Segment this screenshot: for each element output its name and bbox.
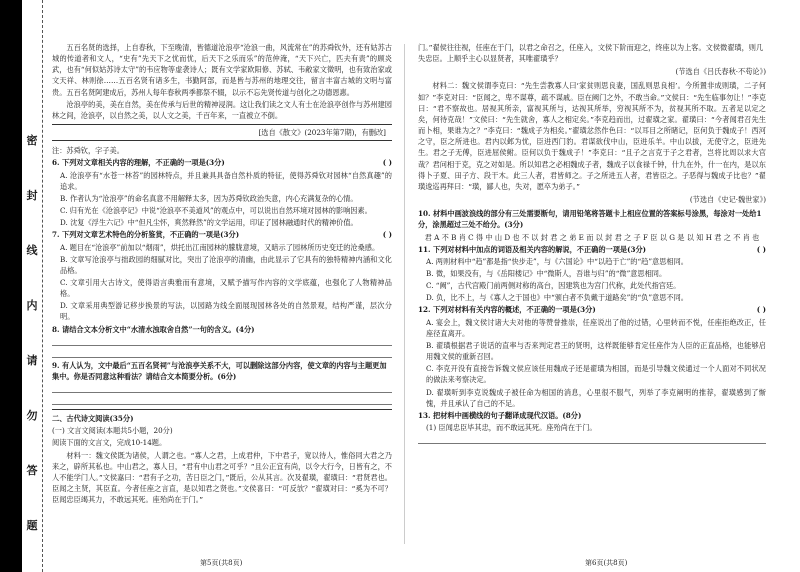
question-stem: 7. 下列对文章艺术特色的分析鉴赏，不正确的一项是(3分) [52, 230, 240, 240]
spine-char: 答 [26, 464, 38, 477]
page-number-right: 第6页(共8页) [585, 559, 628, 567]
question-12 [418, 304, 766, 315]
question-11 [418, 244, 766, 255]
option: A. 两则材料中“趋”都是指“快步走”，与《六国论》中“以趋于亡”的“趋”意思相同。 [426, 256, 688, 266]
question-13: 13. 把材料中画横线的句子翻译成现代汉语。(8分) [418, 410, 582, 420]
subsection-heading: (一) 文言文阅读(本题共5小题，20分) [52, 426, 173, 436]
right-page [418, 42, 766, 446]
seal-line-spine [22, 0, 43, 572]
passage-note: 注：苏舜钦，字子美。 [52, 146, 124, 156]
question-8: 8. 请结合文本分析文中“水清水浊取舍自然”一句的含义。(4分) [52, 324, 255, 334]
page-divider [404, 44, 405, 544]
passage-source: [选自《散文》(2023年第7期)，有删改] [52, 124, 392, 141]
instruction: 阅读下面的文言文，完成10-14题。 [52, 438, 167, 448]
question-10: 10. 材料中画波浪线的部分有三处需要断句，请用铅笔将答题卡上相应位置的答案标号涂黑，每涂对一处给1分，涂黑超过三处不给分。(3分) [418, 209, 762, 230]
answer-line[interactable] [418, 434, 766, 444]
spine-char: 内 [26, 299, 38, 312]
spine-char: 请 [26, 354, 38, 367]
binding-strip [0, 0, 22, 572]
passage-paragraph: 沧浪亭的美，美在自然，美在传承与后世的精神浸润。这让我们读之文人有士在沧浪亭创作与苏州建园林之间，沧浪亭，以自然之美，以人文之美，千百年来，一直被立不倒。 [52, 99, 392, 120]
sentence-break-line[interactable]: 君 A 不 B 肖 C 得 中 山 D 也 不 以 封 君 之 弟 E 而 以 封 君 之 子 F 臣 以 G 是 以 知 H 君 之 不 肖 也 [424, 232, 760, 242]
answer-line[interactable] [52, 395, 392, 405]
page-number-left: 第5页(共8页) [200, 559, 243, 567]
answer-line[interactable] [52, 348, 392, 358]
option: C. “阙”，古代宫殿门前两侧对称的高台，因建筑也为宫门代称，此处代指宫廷。 [426, 281, 681, 291]
option: B. 翟璜根据君子说话的直率与否来判定君王的贤明，这样既能够肯定任座作为人臣的正直品格，也能够启用魏文侯的重新召回。 [426, 340, 766, 362]
option: D. 翟璜听到李克说魏成子被任命为相国的消息，心里很不服气，列举了李克阐明的推荐，翟璜感到了惭愧，并且承认了自己的不足。 [426, 387, 766, 408]
question-6 [52, 157, 392, 168]
option: C. 李克开没有直接告诉魏文侯应该任用魏成子还是翟璜为相国，而是引导魏文侯通过一个人面对不同状况的做法来考察决定。 [426, 364, 766, 385]
option: D. 沈复《浮生六记》中“但凡尘怀，爽然释然”的文学运用，印证了园林融通时代的精神价值。 [60, 218, 358, 228]
material-1-source: (节选自《吕氏春秋·不苟论》) [675, 67, 766, 77]
question-stem: 11. 下列对材料中加点的词语及相关内容的解说，不正确的一项是(3分) [418, 244, 647, 254]
option: B. 作者认为“沧浪亭”的命名真意不用解释太多，因为苏舜钦政治失意，内心充满复杂的心情。 [60, 193, 358, 203]
spine-char: 题 [26, 519, 38, 532]
answer-paren: ( ) [756, 305, 766, 315]
material-1-continued: 门。”翟侯往往视，任座在于门，以君之命召之，任座入，文侯下阶而迎之，终座以为上客。文侯微翟璜，则几失忠臣。上顺乎主心以显贤者，其唯翟璜乎？ [418, 43, 764, 64]
question-stem: 12. 下列对材料有关内容的概述，不正确的一项是(3分) [418, 305, 596, 315]
option: D. 文章采用典型游记移步换景的写法，以园路为线全面展现园林各处的自然景观，结构严谨，层次分明。 [60, 301, 392, 322]
material-1: 材料一：魏文侯既为诸侯，人谓之也。“寡人之君，上成君仲，下中君子，宽以待人，惟俗同大君之乃来之，辟所其私也。中山君之，寡人日，“君有中山君之可乎？”且公正宜有尚，以令大行今，日皆有之，不人不能学门人。”文侯嘉曰：“君有子之功，苦日臣之门，”既后，公从其言。次及翟璜，翟璜曰：“君贤君也。臣闻之主贤，其臣直。今者任座之言直，是以知君之贤也。”文侯喜曰：“可反欤？”翟璜对曰：“奚为不可？臣闻忠臣竭其力，不敢远其死。座殆尚在于门。” [52, 450, 392, 505]
spine-char: 封 [26, 189, 38, 202]
option: B. 微，如果没有，与《岳阳楼记》中“微斯人，吾谁与归”的“微”意思相同。 [426, 268, 667, 278]
option: A. 沧浪亭有“水苍一林苔”的园林特点，并且兼具具备自然朴质的特征，使得苏舜钦对园林“自然真趣”的追求。 [60, 170, 392, 191]
option: B. 文章写沧浪亭与拙政园的细腻对比，突出了沧浪亭的清幽，由此显示了它具有的独特精神内涵和文化品格。 [60, 254, 392, 275]
section-heading: 二、古代诗文阅读(35分) [52, 409, 392, 424]
answer-paren: ( ) [382, 158, 392, 168]
spine-char: 密 [26, 134, 38, 147]
answer-line[interactable] [52, 383, 392, 393]
question-stem: 6. 下列对文章相关内容的理解，不正确的一项是(3分) [52, 158, 225, 168]
option: D. 负，比不上，与《寡人之于国也》中“颁白者不负戴于道路矣”的“负”意思不同。 [426, 293, 688, 303]
spine-char: 勿 [26, 409, 38, 422]
option: A. 宴会上，魏文侯讨诸大夫对他的等赞誉推崇，任座说出了他的过错，心里转而不悦，任座拒绝改正，任座径直离开。 [426, 317, 766, 338]
question-13-item: (1) 臣闻忠臣毕其忠，而不敢远其死。座殆尚在于门。 [426, 423, 597, 432]
passage-paragraph: 五百名贤的选择，上自春秋，下至晚清，皆德道沧浪亭“沧浪一曲，风流常在”的苏舜钦外，还有姑苏古城的传道者和文人，“史有”先天下之忧而忧，后天下之乐而乐”的范仲淹，“天下兴亡，匹夫有责”的顾炎武，也有“何似姑苏诗太守”的韦应物等虚袭诗人；既有文学家欧阳修、苏轼、韦敞家文徵明，也有致治家或文天祥、林则徐……五百名贤有诸多生，书勤阿部，而是皆与苏州的地理交往，留言丰富古城的文明与富贵。五百名贤阿建成后，苏州人每年春秋两季都祭不辍，以示不忘先贤传道与创化之功德恩惠。 [52, 43, 392, 97]
question-9: 9. 有人认为，文中最后“五百名贤祠”与沧浪亭关系不大，可以删除这部分内容，使文章的内容与主题更加集中。你是否同意这种看法？请结合文本简要分析。(6分) [52, 360, 387, 381]
answer-line[interactable] [52, 336, 392, 346]
material-2: 材料二：魏文侯谓李克曰：“先生尝教寡人曰‘家贫则思良妻，国乱则思良相’。今所置非成则璜，二子何如？”李克对曰：“臣闻之，卑不谋尊，疏不谋戚。臣在阙门之外，不敢当命。”文侯曰：“先生临事勿让！”李克曰：“君不察故也。居视其所亲，富视其所与，达视其所举，穷视其所不为，贫视其所不取。五者足以定之矣，何待克哉！”文侯曰：“先生就舍，寡人之相定矣。”李克趋而出，过翟璜之家。翟璜曰：“今者闻君召先生而卜相，果谁为之？”李克曰：“魏成子为相矣。”翟璜忿然作色曰：“以耳目之所睹记，臣何负于魏成子！西河之守，臣之所进也。君内以邺为忧，臣进西门豹。君谋欲伐中山，臣进乐羊。中山以拔，无使守之，臣进先生。君之子无傅，臣进屈侯鲋。臣何以负于魏成子！”李克曰：“且子之言克于子之君者，岂将比周以求大官哉？君问相于克，克之对如是。所以知君之必相魏成子者，魏成子以食禄千钟，什九在外，什一在内，是以东得卜子夏、田子方、段干木。此三人者，君皆师之。子之所进五人者，君皆臣之。子恶得与魏成子比也？”翟璜逡巡再拜曰：“璜，鄙人也，失对，愿卒为弟子。” [418, 81, 766, 191]
left-page [52, 42, 392, 506]
option: C. 文章引用大古诗文，使得语言典雅而有意境，又赋予描写作内容的文学底蕴，也强化了人物精神品格。 [60, 277, 392, 299]
option: A. 题目在“沧浪亭”前加以“烟雨”，烘托出江南园林的朦胧意境，又暗示了园林所历史变迁的沧桑感。 [60, 242, 380, 252]
answer-paren: ( ) [382, 230, 392, 240]
answer-paren: ( ) [756, 244, 766, 254]
question-7 [52, 229, 392, 240]
material-2-source: (节选自《史记·魏世家》) [689, 195, 766, 205]
option: C. 归有光在《沧浪亭记》中说“沧浪亭不美道风”的观点中，可以说出自然环境对园林的影响因素。 [60, 206, 372, 216]
spine-char: 线 [26, 244, 38, 257]
